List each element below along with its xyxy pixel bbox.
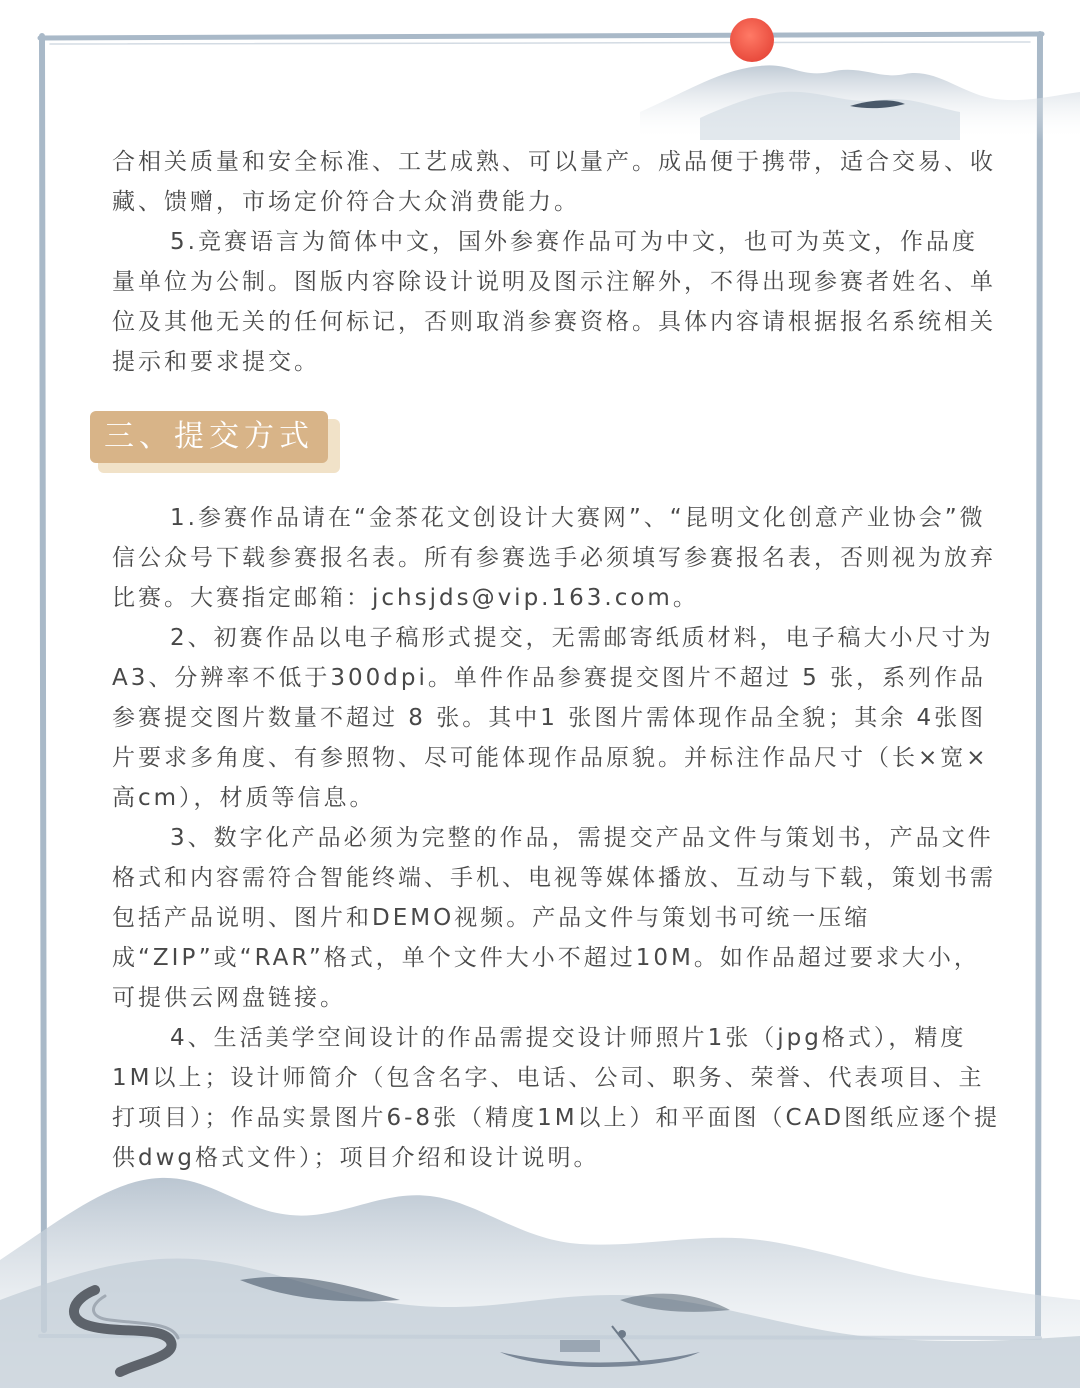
sun-icon [730,18,774,62]
section-title: 三、提交方式 [90,411,328,463]
intro-paragraph-1: 合相关质量和安全标准、工艺成熟、可以量产。成品便于携带，适合交易、收藏、馈赠，市场定价符合大众消费能力。 [112,149,996,215]
section-heading [90,411,340,473]
intro-paragraph-2: 5.竞赛语言为简体中文，国外参赛作品可为中文，也可为英文，作品度量单位为公制。图版内容除设计说明及图示注解外，不得出现参赛者姓名、单位及其他无关的任何标记，否则取消参赛资格。具体内容请根据报名系统相关提示和要求提交。 [112,229,996,375]
submission-item-2: 2、初赛作品以电子稿形式提交，无需邮寄纸质材料，电子稿大小尺寸为A3、分辨率不低于300dpi。单件作品参赛提交图片不超过 5 张，系列作品参赛提交图片数量不超过 8 张。其中1 张图片需体现作品全貌；其余 4张图片要求多角度、有参照物、尽可能体现作品原貌。并标注作品尺寸（长×宽×高cm），材质等信息。 [112,625,994,811]
submission-item-4: 4、生活美学空间设计的作品需提交设计师照片1张（jpg格式），精度1M以上；设计师简介（包含名字、电话、公司、职务、荣誉、代表项目、主打项目）；作品实景图片6-8张（精度1M以上）和平面图（CAD图纸应逐个提供dwg格式文件）；项目介绍和设计说明。 [112,1025,1001,1171]
submission-item-1: 1.参赛作品请在“金茶花文创设计大赛网”、“昆明文化创意产业协会”微信公众号下载参赛报名表。所有参赛选手必须填写参赛报名表，否则视为放弃比赛。大赛指定邮箱：jchsjds@vip.163.com。 [112,505,996,611]
submission-item-3: 3、数字化产品必须为完整的作品，需提交产品文件与策划书，产品文件格式和内容需符合智能终端、手机、电视等媒体播放、互动与下载，策划书需包括产品说明、图片和DEMO视频。产品文件与策划书可统一压缩成“ZIP”或“RAR”格式，单个文件大小不超过10M。如作品超过要求大小，可提供云网盘链接。 [112,825,996,1011]
intro-section [112,142,1002,382]
submission-section [112,498,1002,1178]
mountain-icon [640,65,1080,140]
